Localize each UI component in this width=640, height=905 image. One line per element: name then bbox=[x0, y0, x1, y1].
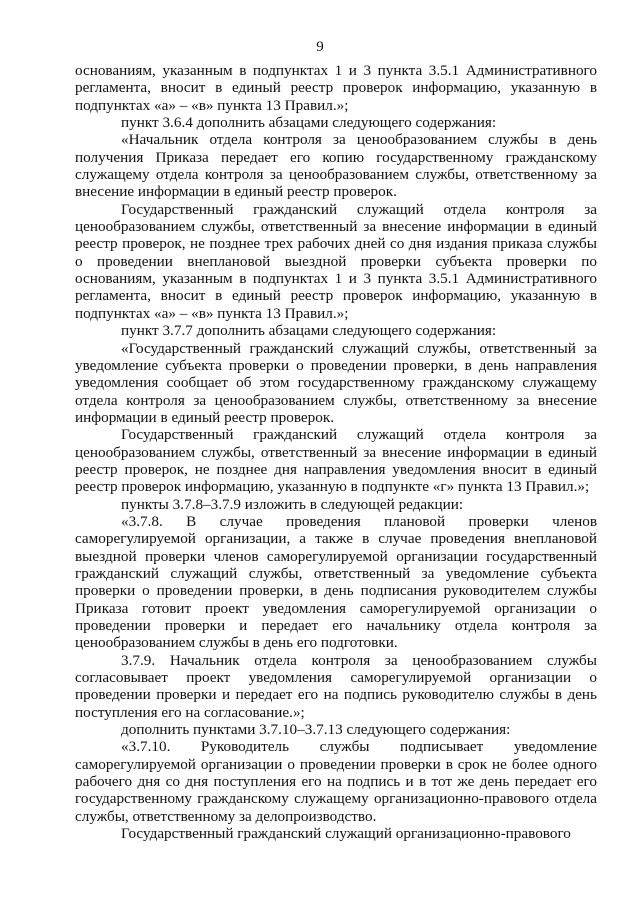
paragraph: «3.7.8. В случае проведения плановой проверки членов саморегулируемой организации, а также в случае проведения внеплановой выездной проверки членов саморегулируемой организации государственный гражданский служащий службы, ответственный за уведомление субъекта проверки о проведении проверки, в день подписания руководителем службы Приказа готовит проект уведомления саморегулируемой организации о проведении проверки и передает его начальнику отдела контроля за ценообразованием службы в день его подготовки. bbox=[75, 512, 597, 652]
page-number: 9 bbox=[316, 39, 324, 55]
document-body bbox=[75, 62, 597, 842]
paragraph: дополнить пунктами 3.7.10–3.7.13 следующего содержания: bbox=[121, 721, 511, 739]
paragraph: «Начальник отдела контроля за ценообразованием службы в день получения Приказа передает его копию государственному гражданскому служащему отдела контроля за ценообразованием службы, ответственному за внесение информации в единый реестр проверок. bbox=[75, 131, 597, 201]
paragraph: пункт 3.6.4 дополнить абзацами следующего содержания: bbox=[121, 114, 497, 132]
paragraph: «3.7.10. Руководитель службы подписывает уведомление саморегулируемой организации о проведении проверки в срок не более одного рабочего дня со дня поступления его на подпись и в тот же день передает его государственному гражданскому служащему организационно-правового отдела службы, ответственному за делопроизводство. bbox=[75, 738, 597, 825]
paragraph: пункты 3.7.8–3.7.9 изложить в следующей редакции: bbox=[121, 495, 464, 513]
paragraph: Государственный гражданский служащий отдела контроля за ценообразованием службы, ответственный за внесение информации в единый реестр проверок, не позднее трех рабочих дней со дня издания приказа службы о проведении внеплановой выездной проверки субъекта проверки по основаниям, указанным в подпунктах 1 и 3 пункта 3.5.1 Административного регламента, вносит в единый реестр проверок информацию, указанную в подпунктах «а» – «в» пункта 13 Правил.»; bbox=[75, 200, 597, 322]
paragraph-continuation: основаниям, указанным в подпунктах 1 и 3 пункта 3.5.1 Административного регламента, вносит в единый реестр проверок информацию, указанную в подпунктах «а» – «в» пункта 13 Правил.»; bbox=[75, 62, 597, 114]
paragraph: «Государственный гражданский служащий службы, ответственный за уведомление субъекта проверки о проведении проверки, в день направления уведомления сообщает об этом государственному гражданскому служащему отдела контроля за ценообразованием службы, ответственному за внесение информации в единый реестр проверок. bbox=[75, 339, 597, 426]
paragraph: пункт 3.7.7 дополнить абзацами следующего содержания: bbox=[121, 322, 497, 340]
paragraph-truncated: Государственный гражданский служащий организационно-правового bbox=[121, 825, 571, 843]
paragraph: Государственный гражданский служащий отдела контроля за ценообразованием службы, ответственный за внесение информации в единый реестр проверок, не позднее дня направления уведомления вносит в единый реестр проверок информацию, указанную в подпункте «г» пункта 13 Правил.»; bbox=[75, 426, 597, 496]
paragraph: 3.7.9. Начальник отдела контроля за ценообразованием службы согласовывает проект уведомления саморегулируемой организации о проведении проверки и передает его на подпись руководителю службы в день поступления его на согласование.»; bbox=[75, 651, 597, 721]
